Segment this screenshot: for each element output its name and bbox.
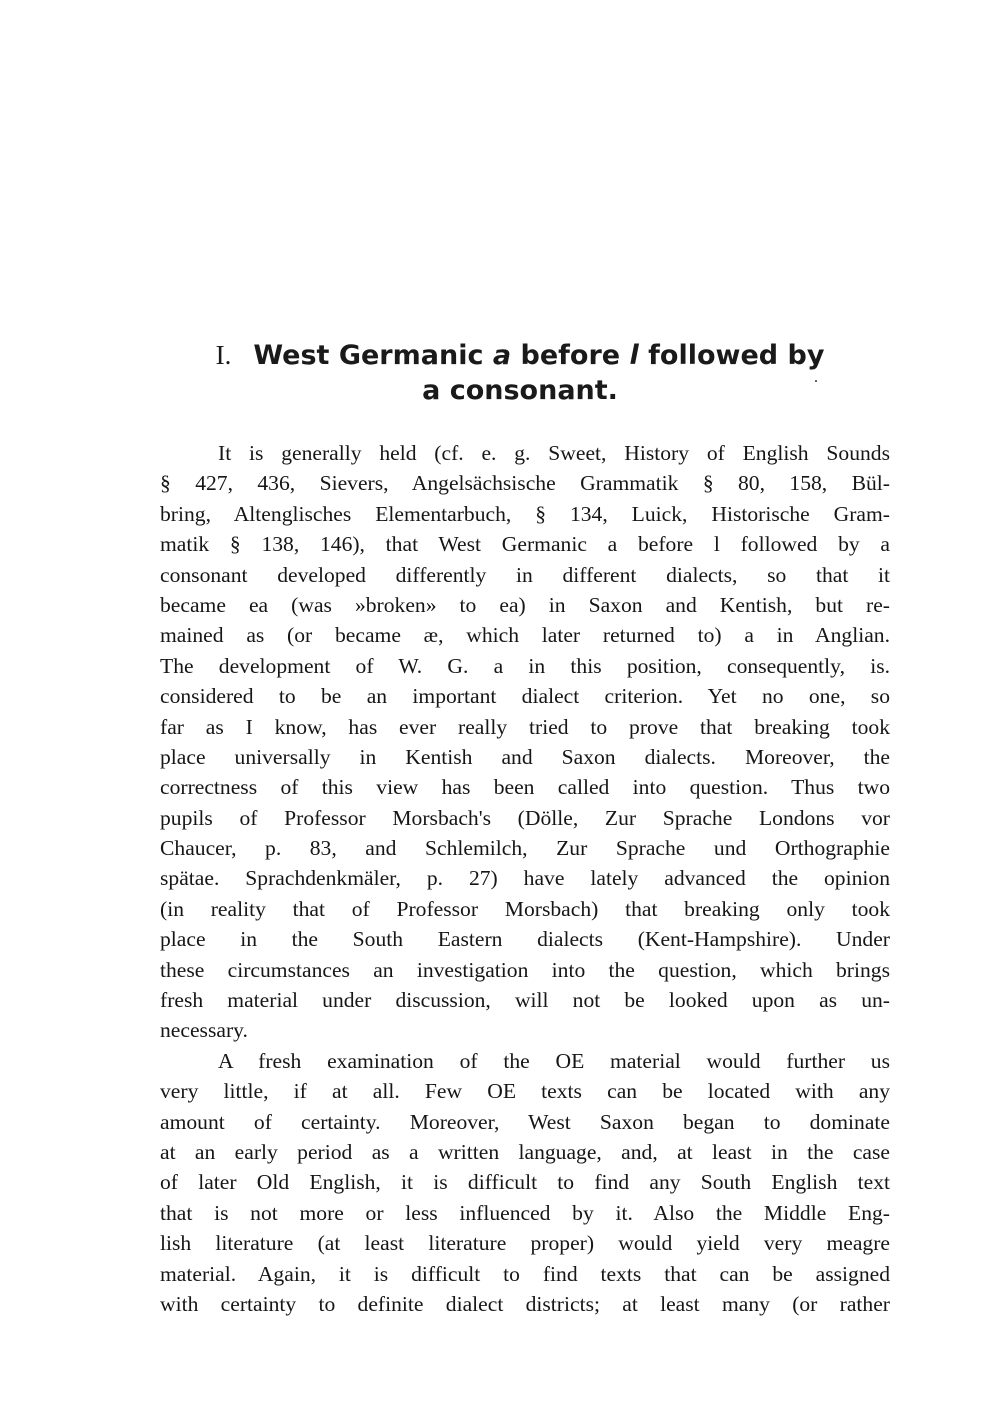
text-line: very little, if at all. Few OE texts can be located with any [160, 1079, 890, 1104]
body-text [160, 438, 890, 1319]
chapter-heading [150, 338, 890, 408]
text-line: spätae. Sprachdenkmäler, p. 27) have lately advanced the opinion [160, 866, 890, 891]
text-line: these circumstances an investigation into the question, which brings [160, 957, 890, 982]
heading-line-2: a consonant. [422, 375, 618, 406]
heading-text-b: a [492, 340, 512, 371]
text-line: bring, Altenglisches Elementarbuch, § 134, Luick, Historische Gram- [160, 501, 890, 526]
speck-mark [815, 380, 817, 382]
text-line: necessary. [160, 1018, 248, 1043]
heading-text-a: West Germanic [253, 340, 493, 371]
text-line: pupils of Professor Morsbach's (Dölle, Zur Sprache Londons vor [160, 805, 890, 830]
text-line: consonant developed differently in different dialects, so that it [160, 562, 890, 587]
text-line: (in reality that of Professor Morsbach) that breaking only took [160, 896, 890, 921]
text-line: A fresh examination of the OE material would further us [218, 1048, 890, 1073]
heading-text-e: followed by [638, 340, 825, 371]
text-line: amount of certainty. Moreover, West Saxon began to dominate [160, 1109, 890, 1134]
text-line: place universally in Kentish and Saxon dialects. Moreover, the [160, 744, 890, 769]
text-line: § 427, 436, Sievers, Angelsächsische Grammatik § 80, 158, Bül- [160, 471, 890, 496]
text-line: considered to be an important dialect criterion. Yet no one, so [160, 684, 890, 709]
text-line: far as I know, has ever really tried to prove that breaking took [160, 714, 890, 739]
text-line: It is generally held (cf. e. g. Sweet, History of English Sounds [218, 441, 890, 465]
text-line: with certainty to definite dialect districts; at least many (or rather [160, 1291, 890, 1316]
text-line: at an early period as a written language, and, at least in the case [160, 1139, 890, 1164]
text-line: Chaucer, p. 83, and Schlemilch, Zur Sprache und Orthographie [160, 836, 890, 861]
heading-line-1 [150, 338, 890, 373]
text-line: lish literature (at least literature proper) would yield very meagre [160, 1231, 890, 1256]
text-line: became ea (was »broken» to ea) in Saxon and Kentish, but re- [160, 592, 890, 617]
text-line: correctness of this view has been called into question. Thus two [160, 775, 890, 800]
text-line: that is not more or less influenced by it. Also the Middle Eng- [160, 1200, 890, 1225]
text-line: mained as (or became æ, which later returned to) a in Anglian. [160, 623, 890, 648]
heading-text-d: l [629, 340, 639, 371]
text-line: material. Again, it is difficult to find texts that can be assigned [160, 1261, 890, 1286]
text-line: of later Old English, it is difficult to find any South English text [160, 1170, 890, 1195]
text-line: The development of W. G. a in this position, consequently, is. [160, 653, 890, 678]
text-line: matik § 138, 146), that West Germanic a before l followed by a [160, 532, 890, 557]
text-line: fresh material under discussion, will not be looked upon as un- [160, 988, 890, 1013]
heading-text-c: before [511, 340, 630, 371]
chapter-number: I. [215, 340, 232, 370]
text-line: place in the South Eastern dialects (Kent-Hampshire). Under [160, 927, 890, 952]
